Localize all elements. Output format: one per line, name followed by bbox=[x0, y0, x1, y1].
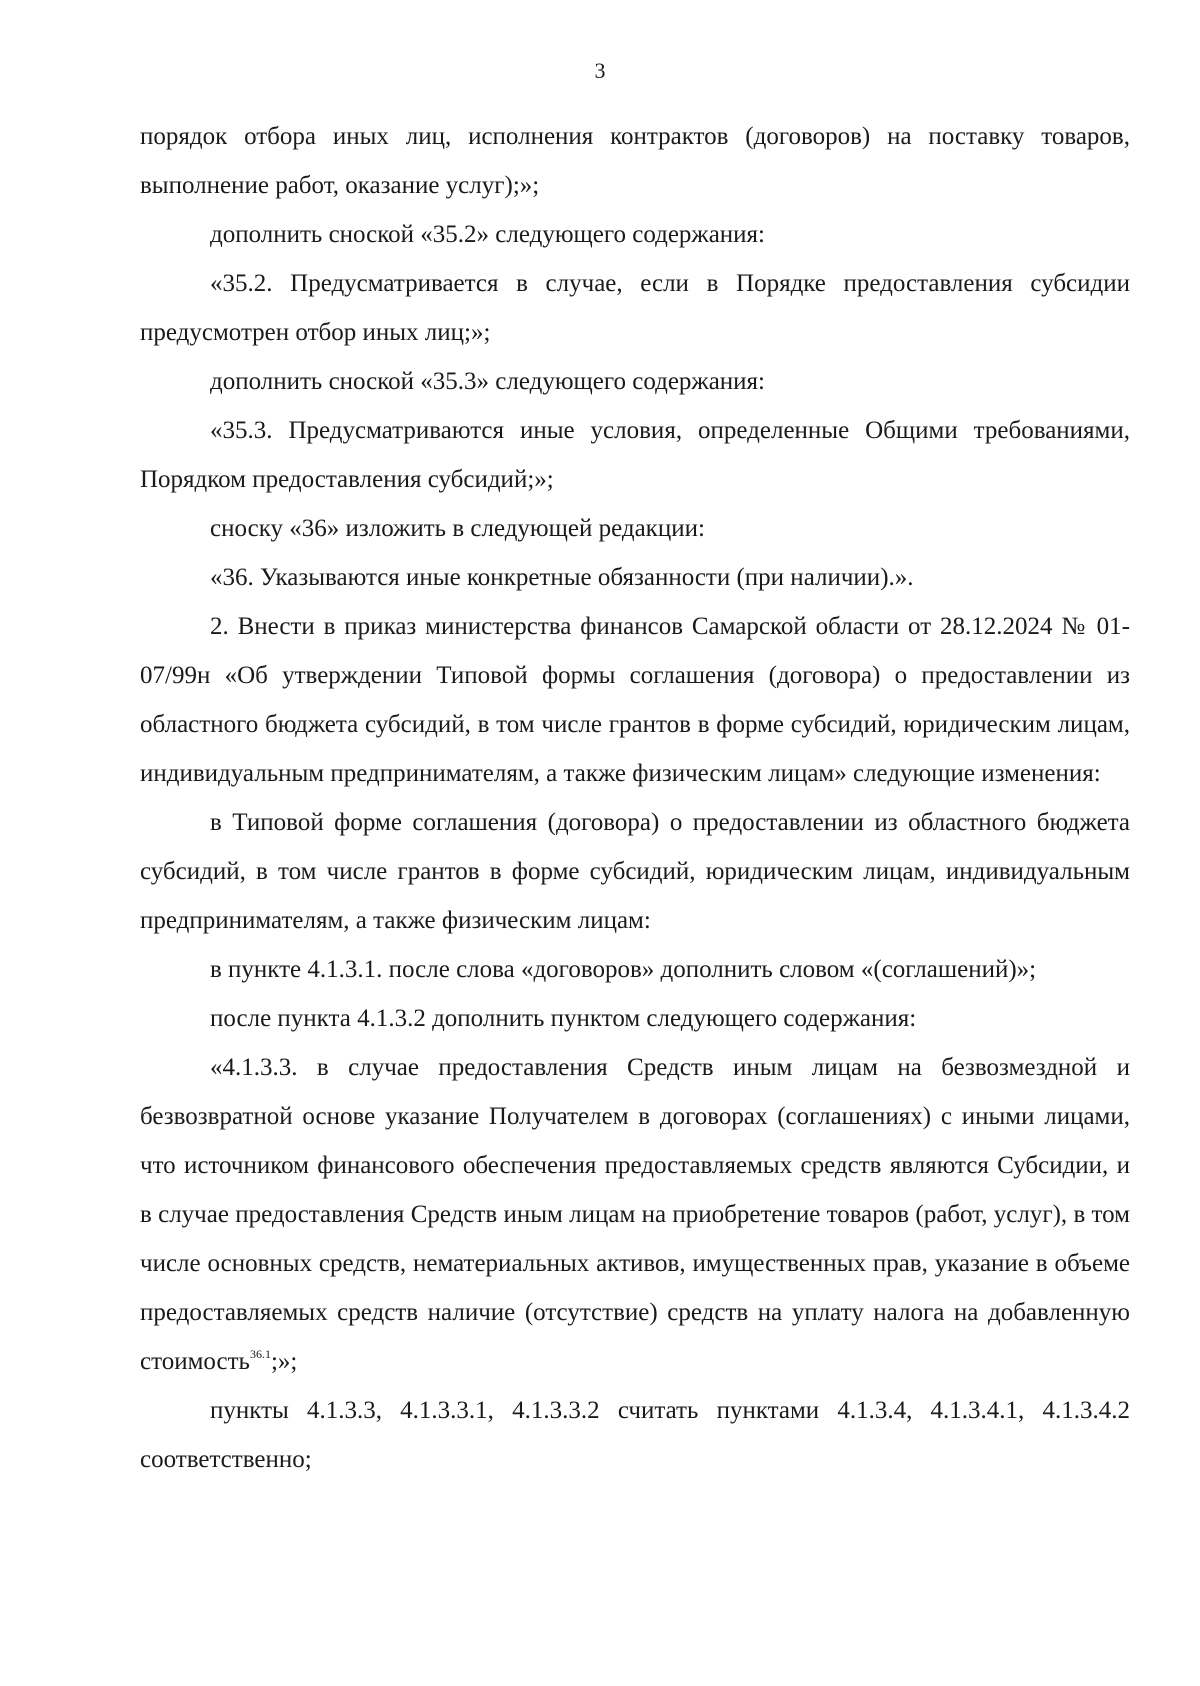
paragraph-footnote-35-2-intro: дополнить сноской «35.2» следующего содержания: bbox=[210, 221, 766, 248]
paragraph-point-4-1-3-3-text: «4.1.3.3. в случае предоставления Средств иным лицам на безвозмездной и безвозвратной основе указание Получателем в договорах (соглашениях) с иными лицами, что источником финансового обеспечения предоставляемых средств являются Субсидии, и в случае предоставления Средств иным лицам на приобретение товаров (работ, услуг), в том числе основных средств, нематериальных активов, имущественных прав, указание в объеме предоставляемых средств наличие (отсутствие) средств на уплату налога на добавленную стоимость bbox=[140, 1054, 1130, 1375]
paragraph-typical-form: в Типовой форме соглашения (договора) о предоставлении из областного бюджета субсидий, в том числе грантов в форме субсидий, юридическим лицам, индивидуальным предпринимателям, а также физическим лицам: bbox=[140, 809, 1130, 934]
paragraph-footnote-36-intro: сноску «36» изложить в следующей редакции: bbox=[210, 515, 705, 542]
paragraph-footnote-36-text: «36. Указываются иные конкретные обязанности (при наличии).». bbox=[210, 564, 914, 591]
document-body bbox=[140, 112, 1130, 1484]
paragraph-point-4-1-3-3 bbox=[140, 1043, 1130, 1386]
paragraph-item-2: 2. Внести в приказ министерства финансов Самарской области от 28.12.2024 № 01-07/99н «Об утверждении Типовой формы соглашения (договора) о предоставлении из областного бюджета субсидий, в том числе грантов в форме субсидий, юридическим лицам, индивидуальным предпринимателям, а также физическим лицам» следующие изменения: bbox=[140, 613, 1130, 787]
paragraph-footnote-35-2-text: «35.2. Предусматривается в случае, если в Порядке предоставления субсидии предусмотрен отбор иных лиц;»; bbox=[140, 270, 1130, 346]
footnote-reference-36-1: 36.1 bbox=[249, 1347, 271, 1361]
paragraph-point-4-1-3-3-tail: ;»; bbox=[270, 1348, 298, 1375]
paragraph-footnote-35-3-text: «35.3. Предусматриваются иные условия, определенные Общими требованиями, Порядком предоставления субсидий;»; bbox=[140, 417, 1130, 493]
paragraph-after-4-1-3-2: после пункта 4.1.3.2 дополнить пунктом следующего содержания: bbox=[210, 1005, 917, 1032]
paragraph-point-4-1-3-1: в пункте 4.1.3.1. после слова «договоров» дополнить словом «(соглашений)»; bbox=[210, 956, 1037, 983]
page-number: 3 bbox=[594, 58, 606, 83]
paragraph-footnote-35-3-intro: дополнить сноской «35.3» следующего содержания: bbox=[210, 368, 766, 395]
paragraph-continuation: порядок отбора иных лиц, исполнения контрактов (договоров) на поставку товаров, выполнение работ, оказание услуг);»; bbox=[140, 123, 1130, 199]
paragraph-renumbering: пункты 4.1.3.3, 4.1.3.3.1, 4.1.3.3.2 считать пунктами 4.1.3.4, 4.1.3.4.1, 4.1.3.4.2 соответственно; bbox=[140, 1397, 1130, 1473]
